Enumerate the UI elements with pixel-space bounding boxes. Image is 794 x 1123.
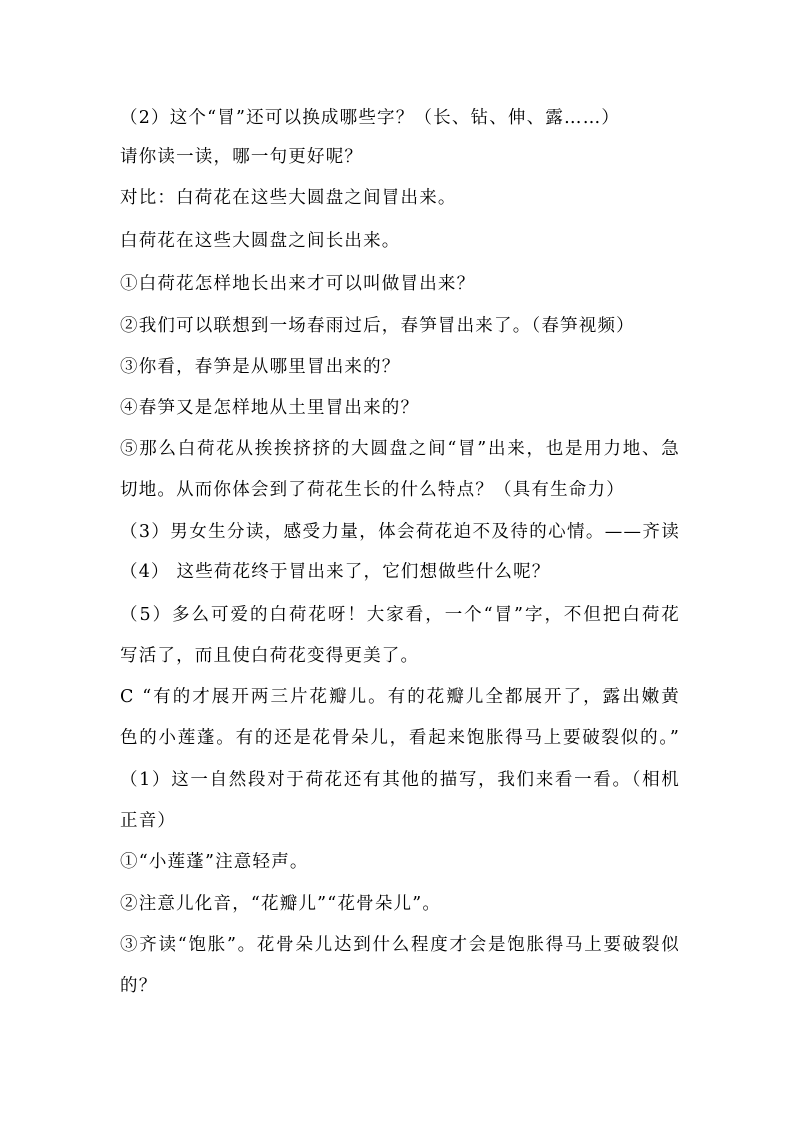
text-line-9: ⑤那么白荷花从挨挨挤挤的大圆盘之间“冒”出来，也是用力地、急 (120, 439, 680, 459)
text-line-13: （5）多么可爱的白荷花呀！大家看，一个“冒”字，不但把白荷花 (120, 605, 680, 625)
text-line-1: （2）这个“冒”还可以换成哪些字？（长、钻、伸、露……） (120, 108, 621, 128)
text-line-11: （3）男女生分读，感受力量，体会荷花迫不及待的心情。——齐读 (120, 522, 680, 542)
text-line-8: ④春笋又是怎样地从土里冒出来的？ (120, 398, 420, 418)
text-line-20: ②注意儿化音，“花瓣儿”“花骨朵儿”。 (120, 894, 442, 914)
text-line-14: 写活了，而且使白荷花变得更美了。 (120, 646, 420, 666)
text-line-18: 正音） (120, 811, 177, 831)
text-line-7: ③你看，春笋是从哪里冒出来的？ (120, 357, 401, 377)
text-line-2: 请你读一读，哪一句更好呢？ (120, 147, 364, 167)
text-line-22: 的？ (120, 976, 158, 996)
text-line-3: 对比：白荷花在这些大圆盘之间冒出来。 (120, 188, 457, 208)
text-line-21: ③齐读“饱胀”。花骨朵儿达到什么程度才会是饱胀得马上要破裂似 (120, 935, 680, 955)
text-line-12: （4） 这些荷花终于冒出来了，它们想做些什么呢？ (120, 562, 551, 582)
text-line-10: 切地。从而你体会到了荷花生长的什么特点？（具有生命力） (120, 480, 625, 500)
text-line-4: 白荷花在这些大圆盘之间长出来。 (120, 231, 401, 251)
text-line-6: ②我们可以联想到一场春雨过后，春笋冒出来了。（春笋视频） (120, 316, 635, 336)
text-line-16: 色的小莲蓬。有的还是花骨朵儿，看起来饱胀得马上要破裂似的。” (120, 728, 680, 748)
text-line-15: C “有的才展开两三片花瓣儿。有的花瓣儿全都展开了，露出嫩黄 (120, 687, 680, 707)
text-line-5: ①白荷花怎样地长出来才可以叫做冒出来？ (120, 274, 476, 294)
text-line-19: ①“小莲蓬”注意轻声。 (120, 852, 309, 872)
text-line-17: （1）这一自然段对于荷花还有其他的描写，我们来看一看。（相机 (120, 770, 680, 790)
